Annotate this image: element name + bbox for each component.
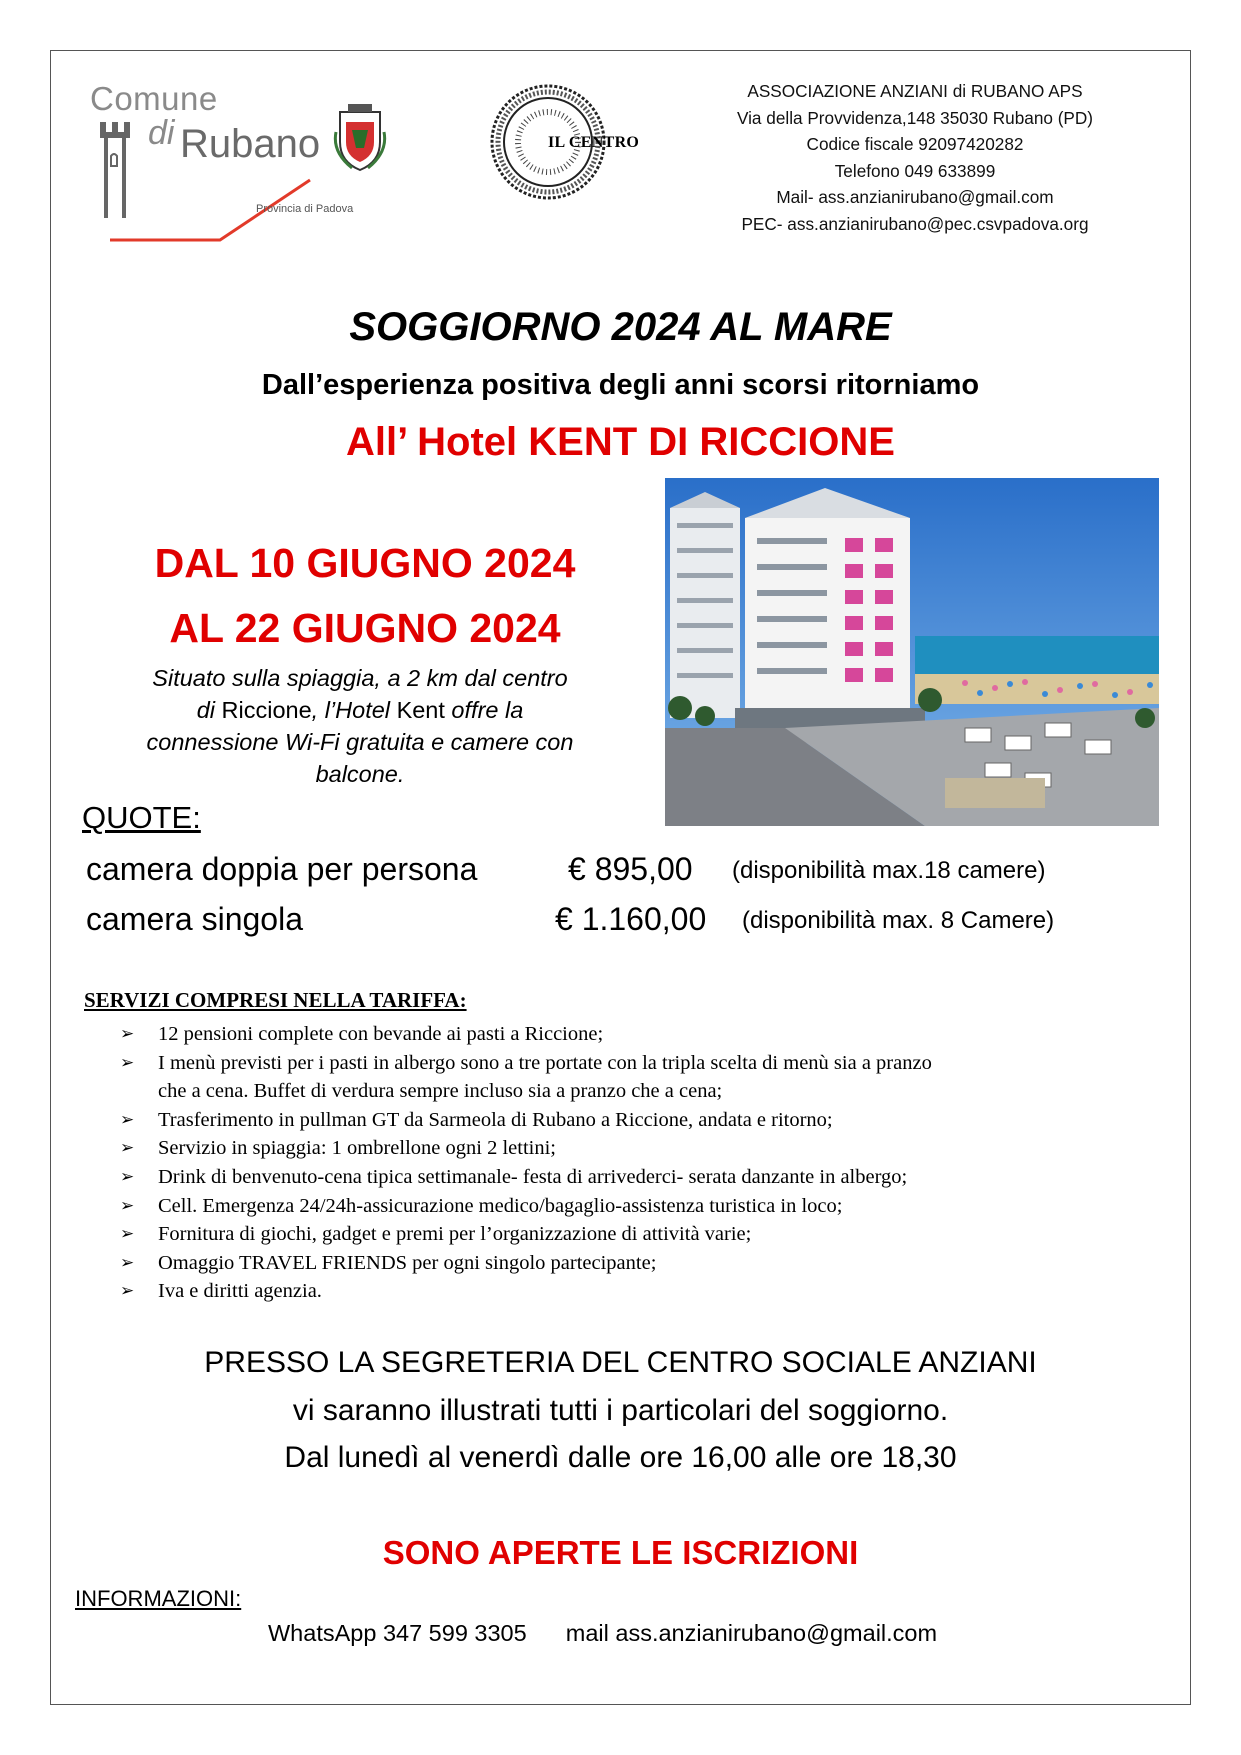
quote-availability-double: (disponibilità max.18 camere) <box>732 857 1046 884</box>
quote-price-double: € 895,00 <box>568 851 693 887</box>
desc-line-3: connessione Wi-Fi gratuita e camere con <box>146 729 574 755</box>
services-list <box>118 1020 1178 1306</box>
registrations-open: SONO APERTE LE ISCRIZIONI <box>382 1534 859 1571</box>
list-item <box>118 1249 1178 1278</box>
service-text: Fornitura di giochi, gadget e premi per l’organizzazione di attività varie; <box>158 1223 752 1246</box>
arrow-bullet-icon: ➢ <box>120 1224 135 1244</box>
desc-line-2d: Kent <box>396 697 445 723</box>
service-text: Cell. Emergenza 24/24h-assicurazione medico/bagaglio-assistenza turistica in loco; <box>158 1194 843 1217</box>
association-name: ASSOCIAZIONE ANZIANI di RUBANO APS <box>747 81 1083 101</box>
service-text: I menù previsti per i pasti in albergo sono a tre portate con la tripla scelta di menù sia a pranzo <box>158 1051 932 1074</box>
list-item <box>118 1020 1178 1049</box>
desc-line-2b: Riccione <box>221 697 312 723</box>
date-to: AL 22 GIUGNO 2024 <box>169 605 561 651</box>
desc-line-2c: , l’Hotel <box>311 697 397 723</box>
hotel-photo <box>665 478 1159 826</box>
comune-logo <box>80 70 400 215</box>
list-item <box>118 1192 1178 1221</box>
footer-line-2: vi saranno illustrati tutti i particolari del soggiorno. <box>292 1394 949 1427</box>
list-item <box>118 1277 1178 1306</box>
whatsapp-contact: WhatsApp 347 599 3305 <box>268 1620 527 1646</box>
service-text: Drink di benvenuto-cena tipica settimanale- festa di arrivederci- serata danzante in albergo; <box>158 1165 908 1188</box>
list-item <box>118 1163 1178 1192</box>
quote-price-single: € 1.160,00 <box>555 901 707 937</box>
list-item <box>118 1220 1178 1249</box>
info-heading: INFORMAZIONI: <box>75 1586 242 1611</box>
quote-label-single: camera singola <box>86 901 303 937</box>
arrow-bullet-icon: ➢ <box>120 1024 135 1043</box>
coat-of-arms-icon <box>332 102 388 174</box>
list-item <box>118 1049 1178 1078</box>
arrow-bullet-icon: ➢ <box>120 1138 135 1158</box>
association-address: Via della Provvidenza,148 35030 Rubano (PD) <box>736 107 1094 128</box>
il-centro-label: IL CENTRO <box>548 134 640 151</box>
page-title: SOGGIORNO 2024 AL MARE <box>349 305 892 349</box>
service-text: Omaggio TRAVEL FRIENDS per ogni singolo partecipante; <box>158 1251 657 1274</box>
provincia-text: Provincia di Padova <box>256 203 354 215</box>
quotes-heading: QUOTE: <box>82 800 201 835</box>
hotel-description <box>90 662 630 790</box>
service-text: che a cena. Buffet di verdura sempre incluso sia a pranzo che a cena; <box>158 1080 723 1103</box>
hotel-title: All’ Hotel KENT DI RICCIONE <box>346 420 895 464</box>
quote-label-double: camera doppia per persona <box>86 851 478 887</box>
desc-line-2a: di <box>196 697 222 723</box>
services-heading: SERVIZI COMPRESI NELLA TARIFFA: <box>84 988 467 1012</box>
footer-line-3: Dal lunedì al venerdì dalle ore 16,00 alle ore 18,30 <box>284 1441 957 1474</box>
list-item <box>118 1106 1178 1135</box>
service-text: Iva e diritti agenzia. <box>158 1280 322 1303</box>
service-text: 12 pensioni complete con bevande ai pasti a Riccione; <box>158 1023 604 1045</box>
arrow-bullet-icon: ➢ <box>120 1052 135 1072</box>
pec: PEC- ass.anzianirubano@pec.csvpadova.org <box>741 213 1089 234</box>
contact-line <box>268 1620 937 1647</box>
di-text: di <box>148 114 175 152</box>
arrow-bullet-icon: ➢ <box>120 1252 135 1272</box>
association-info <box>690 78 1140 238</box>
mail-contact: mail ass.anzianirubano@gmail.com <box>565 1620 938 1646</box>
quote-availability-single: (disponibilità max. 8 Camere) <box>742 907 1055 934</box>
rubano-text: Rubano <box>180 122 321 166</box>
date-from: DAL 10 GIUGNO 2024 <box>154 540 576 586</box>
phone: Telefono 049 633899 <box>834 160 996 181</box>
list-item-continuation <box>118 1077 1178 1106</box>
desc-line-2e: offre la <box>444 697 524 723</box>
arrow-bullet-icon: ➢ <box>120 1195 135 1215</box>
fiscal-code: Codice fiscale 92097420282 <box>806 134 1024 155</box>
mail: Mail- ass.anzianirubano@gmail.com <box>776 187 1054 208</box>
comune-text: Comune <box>90 80 218 117</box>
footer-line-1: PRESSO LA SEGRETERIA DEL CENTRO SOCIALE ANZIANI <box>204 1346 1037 1379</box>
list-item <box>118 1134 1178 1163</box>
arrow-bullet-icon: ➢ <box>120 1166 135 1186</box>
desc-line-1: Situato sulla spiaggia, a 2 km dal centro <box>152 665 568 691</box>
subtitle: Dall’esperienza positiva degli anni scorsi ritorniamo <box>261 369 980 401</box>
arrow-bullet-icon: ➢ <box>120 1109 135 1129</box>
desc-line-4: balcone. <box>315 761 405 787</box>
service-text: Servizio in spiaggia: 1 ombrellone ogni 2 lettini; <box>158 1137 556 1160</box>
arrow-bullet-icon: ➢ <box>120 1281 135 1301</box>
service-text: Trasferimento in pullman GT da Sarmeola di Rubano a Riccione, andata e ritorno; <box>158 1108 833 1131</box>
